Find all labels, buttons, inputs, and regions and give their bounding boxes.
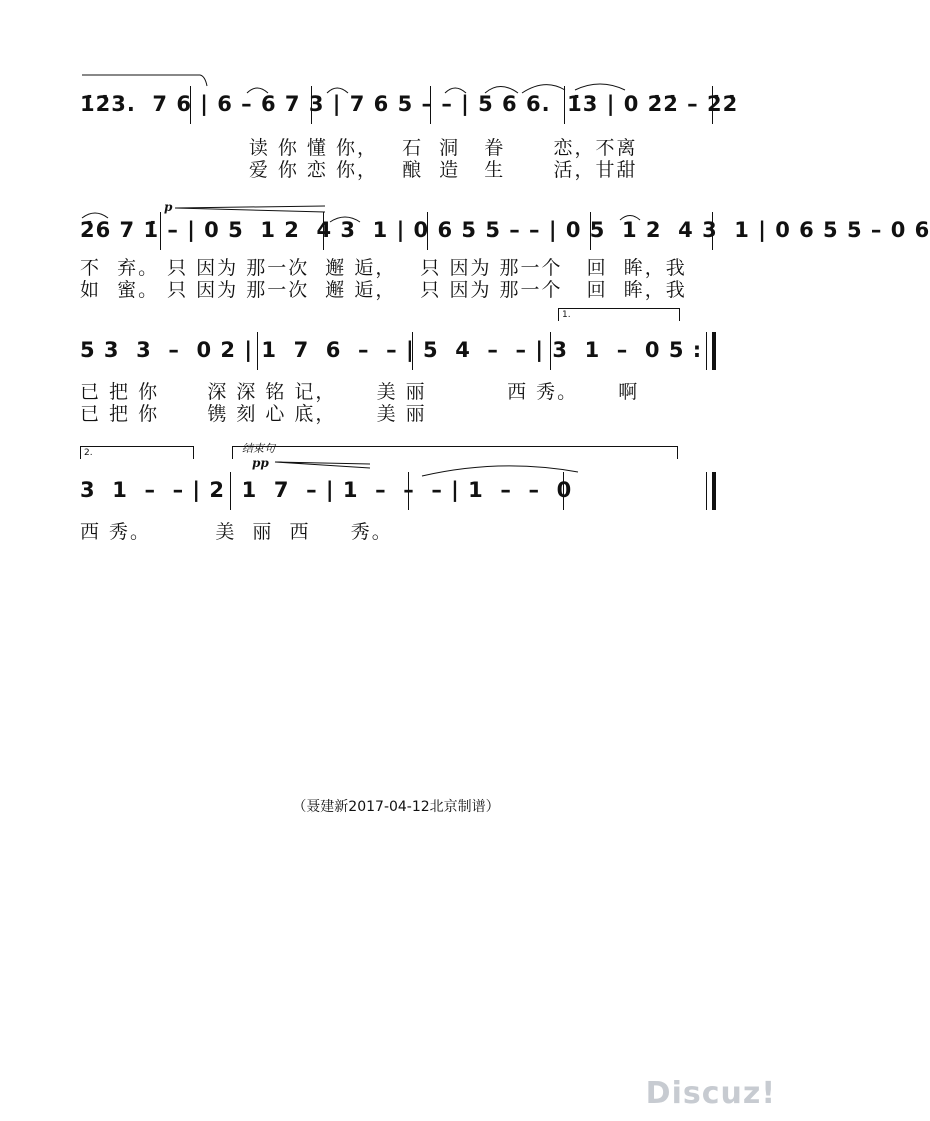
lyric-verse-2: 爱 你 恋 你， 酿 造 生 活，甘甜 — [80, 159, 638, 181]
barline — [190, 86, 191, 124]
barline — [257, 332, 258, 370]
barline — [230, 472, 231, 510]
repeat-barline — [706, 332, 716, 370]
barline — [427, 212, 428, 250]
forum-watermark: Discuz! — [645, 1076, 776, 1111]
barline — [430, 86, 431, 124]
barline — [590, 212, 591, 250]
notation-line: 3 1 – – | 2 1 7 – | 1 – – – | 1 – – 0 — [80, 478, 573, 502]
section-label: 结束句 — [242, 442, 275, 455]
barline — [160, 212, 161, 250]
lyric-line: 西 秀。 美 丽 西 秀。 — [80, 521, 393, 543]
barline — [563, 472, 564, 510]
barline — [323, 212, 324, 250]
barline — [564, 86, 565, 124]
barline — [712, 86, 713, 124]
barline — [311, 86, 312, 124]
dynamic-marking: pp — [252, 456, 269, 470]
lyric-verse-1: 已 把 你 深 深 铭 记， 美 丽 西 秀。 啊 — [80, 381, 640, 403]
second-ending-bracket: 2. — [80, 446, 194, 459]
score-credit: （聂建新2017-04-12北京制谱） — [292, 799, 500, 815]
lyric-verse-2: 已 把 你 镌 刻 心 底， 美 丽 — [80, 403, 427, 425]
barline — [408, 472, 409, 510]
barline — [550, 332, 551, 370]
dynamic-marking: p — [164, 200, 173, 214]
notation-line: 1̇2̇3. 7 6 | 6 – 6 7 3 | 7 6 5 – – | 5 6 6. 1̇3 | 0 2̇2̇ – 2̇2̇ — [80, 92, 739, 116]
lyric-verse-1: 读 你 懂 你， 石 洞 眷 恋，不离 — [80, 137, 638, 159]
barline — [712, 212, 713, 250]
barline — [412, 332, 413, 370]
first-ending-bracket: 1. — [558, 308, 680, 321]
lyric-verse-2: 如 蜜。 只 因为 那一次 邂 逅， 只 因为 那一个 回 眸，我 — [80, 279, 687, 301]
coda-bracket — [232, 446, 678, 459]
lyric-verse-1: 不 弃。 只 因为 那一次 邂 逅， 只 因为 那一个 回 眸，我 — [80, 257, 687, 279]
notation-line: 5 3 3 – 0 2 | 1 7 6 – – | 5 4 – – | 3 1 – 0 5 : — [80, 338, 703, 362]
final-barline — [706, 472, 716, 510]
notation-line: 2̇6 7 1̇ – | 0 5 1 2 4 3 1 | 0 6 5 5 – – | 0 5 1 2 4 3 1 | 0 6 5 5 – 0 6 — [80, 218, 930, 242]
